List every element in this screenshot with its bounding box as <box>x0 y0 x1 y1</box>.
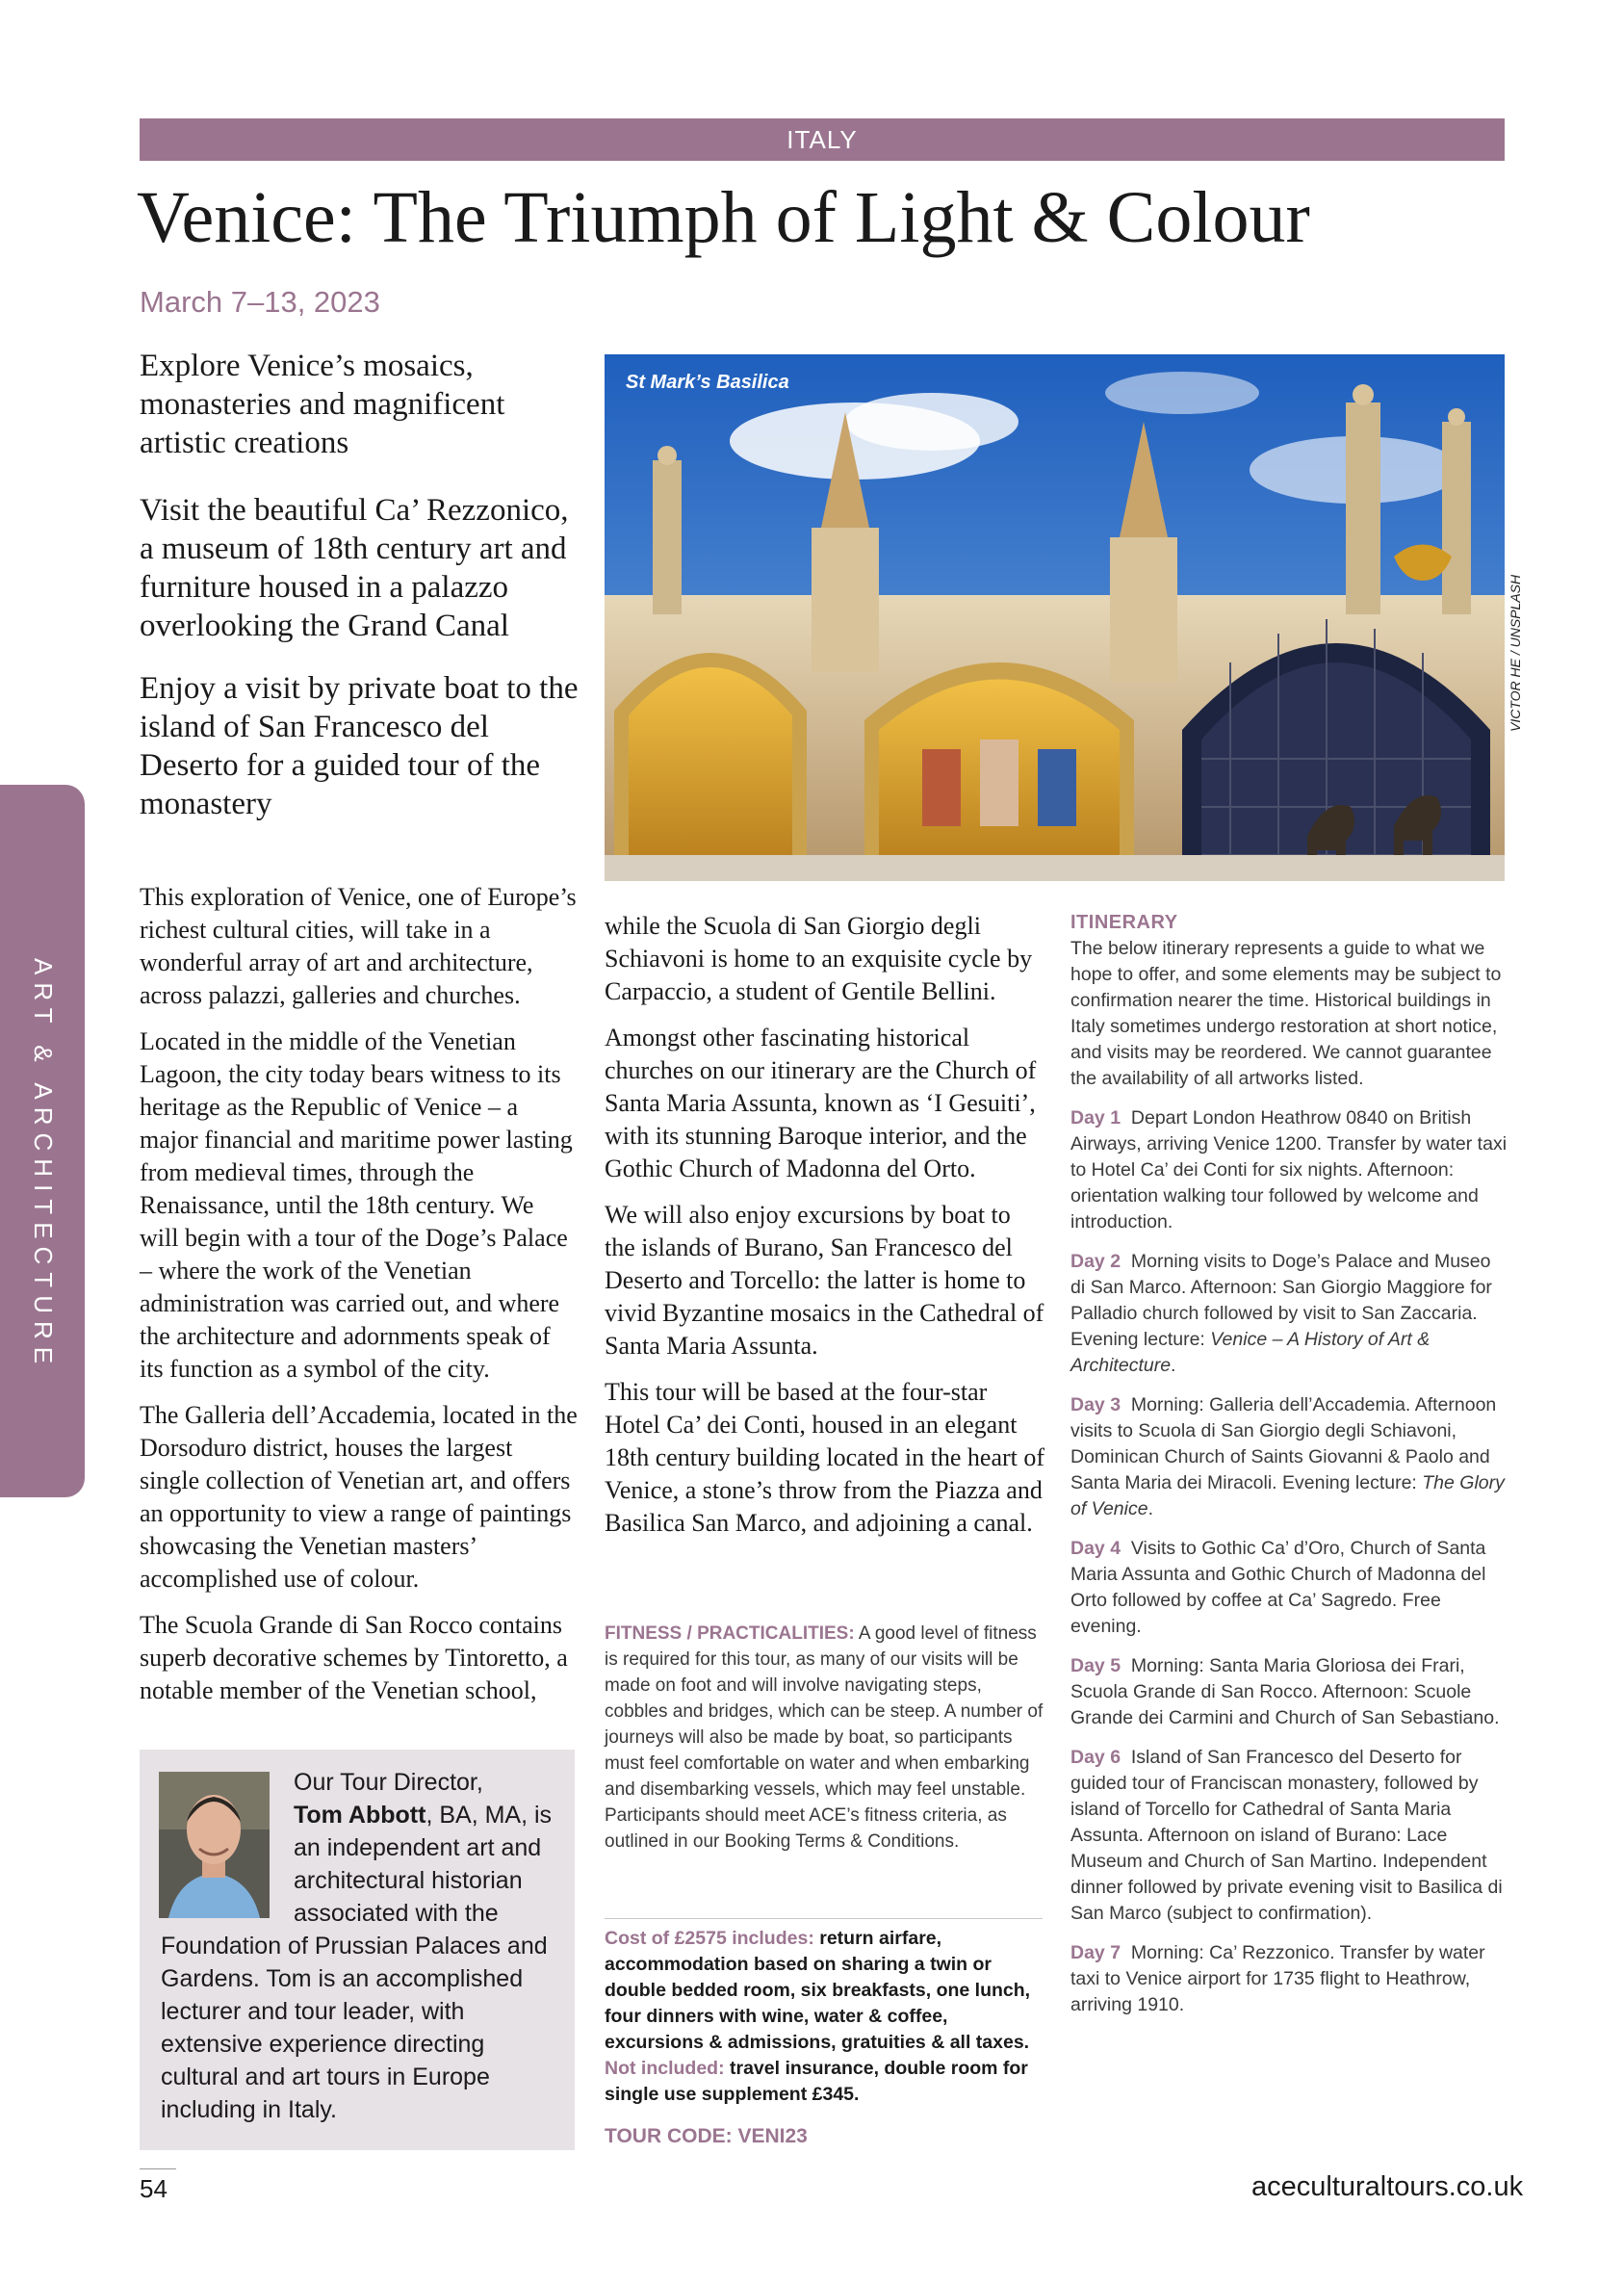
body-paragraph: The Scuola Grande di San Rocco contains superb decorative schemes by Tintoretto, a notable member of the Venetian school, <box>140 1611 568 1704</box>
photo-caption: St Mark’s Basilica <box>626 372 789 393</box>
itinerary-day <box>1070 1745 1508 1927</box>
day-text: Morning visits to Doge’s Palace and Museo di San Marco. Afternoon: San Giorgio Maggiore for Palladio church followed by visit to San Zaccaria. Evening lecture: <box>1070 1251 1492 1350</box>
bio-intro: Our Tour Director, <box>294 1769 483 1796</box>
side-tab-label: ART & ARCHITECTURE <box>29 958 58 1372</box>
body-column-2 <box>605 910 1047 1553</box>
itinerary-day <box>1070 1536 1508 1640</box>
bio-text: , BA, MA, is an independent art and architectural historian associated with the Foundation of Prussian Palaces and Gardens. Tom is an accomplished lecturer and tour leader, with extensive experience directing cultural and art tours in Europe including in Italy. <box>161 1802 553 2123</box>
section-banner: ITALY <box>140 118 1505 161</box>
cost-section <box>605 1926 1047 2108</box>
day-text: Morning: Ca’ Rezzonico. Transfer by water taxi to Venice airport for 1735 flight to Heathrow, arriving 1910. <box>1070 1942 1485 2015</box>
day-text: Depart London Heathrow 0840 on British Airways, arriving Venice 1200. Transfer by water taxi to Hotel Ca’ dei Conti for six nights. Afternoon: orientation walking tour followed by welcome and introduction. <box>1070 1107 1508 1233</box>
body-paragraph: This tour will be based at the four-star Hotel Ca’ dei Conti, housed in an elegant 18th century building located in the heart of Venice, a stone’s throw from the Piazza and Basilica San Marco, and adjoining a canal. <box>605 1378 1045 1537</box>
day-label: Day 2 <box>1070 1251 1121 1272</box>
itinerary-intro: The below itinerary represents a guide to what we hope to offer, and some elements may be subject to confirmation nearer the time. Historical buildings in Italy sometimes undergo restoration at short notice, and visits may be reordered. We cannot guarantee the availability of all artworks listed. <box>1070 938 1502 1089</box>
day-label: Day 1 <box>1070 1107 1121 1129</box>
itinerary-day <box>1070 1653 1508 1731</box>
cost-heading: Cost of £2575 includes: <box>605 1928 814 1949</box>
itinerary-day <box>1070 1940 1508 2018</box>
divider <box>605 1918 1043 1919</box>
body-paragraph: The Galleria dell’Accademia, located in the Dorsoduro district, houses the largest single collection of Venetian art, and offers an opportunity to view a range of paintings showcasing the Venetian masters’ accomplished use of colour. <box>140 1401 578 1593</box>
lead-paragraph: Enjoy a visit by private boat to the island of San Francesco del Deserto for a guided tour of the monastery <box>140 671 579 821</box>
day-label: Day 6 <box>1070 1747 1121 1768</box>
page-title: Venice: The Triumph of Light & Colour <box>137 177 1310 258</box>
day-label: Day 7 <box>1070 1942 1121 1963</box>
day-text: Morning: Santa Maria Gloriosa dei Frari, Scuola Grande di San Rocco. Afternoon: Scuole Grande dei Carmini and Church of San Sebastiano. <box>1070 1655 1500 1728</box>
day-text: Visits to Gothic Ca’ d’Oro, Church of Santa Maria Assunta and Gothic Church of Madonna del Orto followed by coffee at Ca’ Sagredo. Free evening. <box>1070 1538 1486 1637</box>
lead-paragraph: Visit the beautiful Ca’ Rezzonico, a museum of 18th century art and furniture housed in a palazzo overlooking the Grand Canal <box>140 493 569 643</box>
day-label: Day 5 <box>1070 1655 1121 1676</box>
day-text-end: . <box>1147 1498 1154 1519</box>
day-text: Island of San Francesco del Deserto for guided tour of Franciscan monastery, followed by island of Torcello for Cathedral of Santa Maria Assunta. Afternoon on island of Burano: Lace Museum and Church of San Martino. Independent dinner followed by private evening visit to Basilica di San Marco (subject to confirmation). <box>1070 1747 1503 1924</box>
body-paragraph: We will also enjoy excursions by boat to the islands of Burano, San Francesco del Deserto and Torcello: the latter is home to vivid Byzantine mosaics in the Cathedral of Santa Maria Assunta. <box>605 1201 1044 1360</box>
itinerary-day <box>1070 1105 1508 1235</box>
day-label: Day 4 <box>1070 1538 1121 1559</box>
tour-director-bio <box>161 1766 565 2126</box>
basilica-photo <box>605 354 1505 881</box>
lecture-title: Venice – A History of Art & Architecture <box>1070 1329 1431 1376</box>
not-included-text: travel insurance, double room for single use supplement £345. <box>605 2058 1028 2105</box>
tour-dates: March 7–13, 2023 <box>140 285 380 319</box>
bio-name: Tom Abbott <box>294 1802 426 1829</box>
fitness-section <box>605 1621 1047 1855</box>
lead-paragraph: Explore Venice’s mosaics, monasteries and magnificent artistic creations <box>140 349 505 460</box>
day-label: Day 3 <box>1070 1394 1121 1415</box>
body-paragraph: Amongst other fascinating historical churches on our itinerary are the Church of Santa Maria Assunta, known as ‘I Gesuiti’, with its stunning Baroque interior, and the Gothic Church of Madonna del Orto. <box>605 1024 1037 1182</box>
day-text: Morning: Galleria dell’Accademia. Afternoon visits to Scuola di San Giorgio degli Schiavoni, Dominican Church of Saints Giovanni & Paolo and Santa Maria dei Miracoli. Evening lecture: <box>1070 1394 1497 1493</box>
tour-code: TOUR CODE: VENI23 <box>605 2125 808 2147</box>
website-link[interactable]: aceculturaltours.co.uk <box>1251 2171 1524 2202</box>
lecture-title: The Glory of Venice <box>1070 1472 1505 1519</box>
page-number: 54 <box>140 2174 168 2203</box>
fitness-heading: FITNESS / PRACTICALITIES: <box>605 1623 855 1644</box>
body-paragraph: This exploration of Venice, one of Europe’s richest cultural cities, will take in a wonderful array of art and architecture, across palazzi, galleries and churches. <box>140 883 577 1009</box>
body-paragraph: while the Scuola di San Giorgio degli Schiavoni is home to an exquisite cycle by Carpaccio, a student of Gentile Bellini. <box>605 912 1033 1005</box>
itinerary-section <box>1070 910 1508 2032</box>
day-text-end: . <box>1171 1355 1176 1376</box>
fitness-text: A good level of fitness is required for this tour, as many of our visits will be made on foot and will involve navigating steps, cobbles and bridges, which can be steep. A number of journeys will also be made by boat, so participants must feel comfortable on water and when embarking and disembarking vessels, which may feel unstable. Participants should meet ACE’s fitness criteria, as outlined in our Booking Terms & Conditions. <box>605 1623 1044 1852</box>
photo-credit: VICTOR HE / UNSPLASH <box>1508 574 1523 732</box>
not-included-heading: Not included: <box>605 2058 725 2079</box>
footer-rule <box>140 2168 176 2169</box>
itinerary-day <box>1070 1249 1508 1379</box>
cost-includes: return airfare, accommodation based on sharing a twin or double bedded room, six breakfasts, one lunch, four dinners with wine, water & coffee, excursions & admissions, gratuities & all taxes. <box>605 1928 1031 2053</box>
itinerary-heading: ITINERARY <box>1070 912 1178 933</box>
itinerary-day <box>1070 1392 1508 1522</box>
body-paragraph: Located in the middle of the Venetian Lagoon, the city today bears witness to its heritage as the Republic of Venice – a major financial and maritime power lasting from medieval times, through the Renaissance, until the 18th century. We will begin with a tour of the Doge’s Palace – where the work of the Venetian administration was carried out, and where the architecture and adornments speak of its function as a symbol of the city. <box>140 1027 573 1383</box>
body-column-1 <box>140 881 578 1721</box>
